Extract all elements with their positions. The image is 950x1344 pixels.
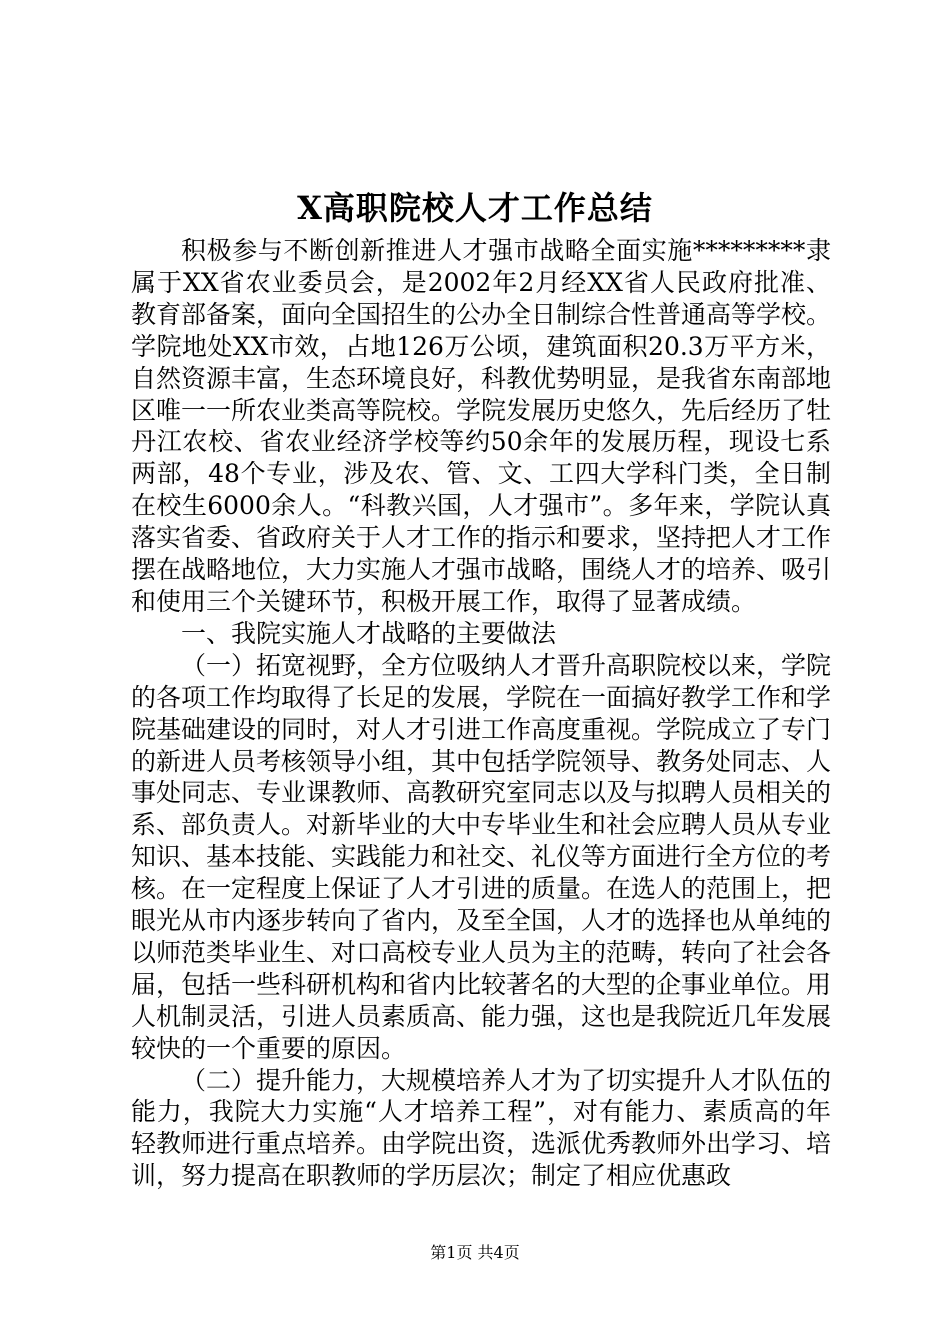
document-title: X高职院校人才工作总结 bbox=[297, 189, 653, 227]
section-heading: 一、我院实施人才战略的主要做法 bbox=[181, 618, 557, 648]
paragraph-intro: 积极参与不断创新推进人才强市战略全面实施*********隶属于XX省农业委员会，是2002年2月经XX省人民政府批准、教育部备案，面向全国招生的公办全日制综合性普通高等学校。学院地处XX市效，占地126万公顷，建筑面积20.3万平方米，自然资源丰富，生态环境良好，科教优势明显，是我省东南部地区唯一一所农业类高等院校。学院发展历史悠久，先后经历了牡丹江农校、省农业经济学校等约50余年的发展历程，现设七系两部，48个专业，涉及农、管、文、工四大学科门类，全日制在校生6000余人。“科教兴国，人才强市”。多年来，学院认真落实省委、省政府关于人才工作的指示和要求，坚持把人才工作摆在战略地位，大力实施人才强市战略，围绕人才的培养、吸引和使用三个关键环节，积极开展工作，取得了显著成绩。 bbox=[131, 236, 832, 616]
paragraph-section-2: （二）提升能力，大规模培养人才为了切实提升人才队伍的能力，我院大力实施“人才培养工程”，对有能力、素质高的年轻教师进行重点培养。由学院出资，选派优秀教师外出学习、培训，努力提高在职教师的学历层次；制定了相应优惠政 bbox=[131, 1065, 832, 1191]
document-body bbox=[131, 235, 831, 1192]
page-footer: 第1页 共4页 bbox=[430, 1243, 520, 1262]
paragraph-section-1: （一）拓宽视野，全方位吸纳人才晋升高职院校以来，学院的各项工作均取得了长足的发展，学院在一面搞好教学工作和学院基础建设的同时，对人才引进工作高度重视。学院成立了专门的新进人员考核领导小组，其中包括学院领导、教务处同志、人事处同志、专业课教师、高教研究室同志以及与拟聘人员相关的系、部负责人。对新毕业的大中专毕业生和社会应聘人员从专业知识、基本技能、实践能力和社交、礼仪等方面进行全方位的考核。在一定程度上保证了人才引进的质量。在选人的范围上，把眼光从市内逐步转向了省内，及至全国，人才的选择也从单纯的以师范类毕业生、对口高校专业人员为主的范畴，转向了社会各届，包括一些科研机构和省内比较著名的大型的企事业单位。用人机制灵活，引进人员素质高、能力强，这也是我院近几年发展较快的一个重要的原因。 bbox=[131, 650, 832, 1063]
